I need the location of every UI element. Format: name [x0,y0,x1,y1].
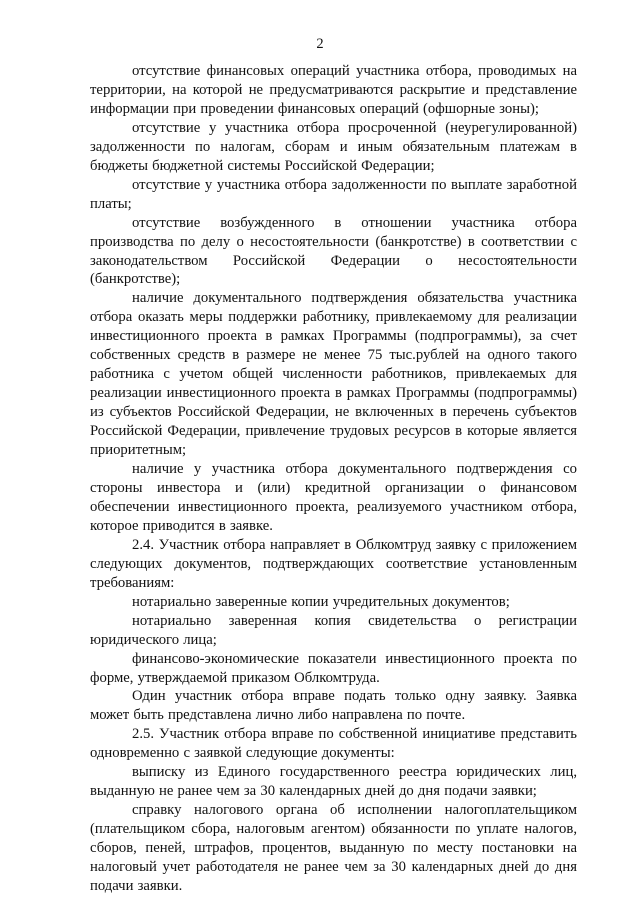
paragraph-register-extract: выписку из Единого государственного реестра юридических лиц, выданную не ранее чем за 30 календарных дней до дня подачи заявки; [90,764,577,800]
paragraph-bankruptcy: отсутствие возбужденного в отношении участника отбора производства по делу о несостоятельности (банкротстве) в соответствии с законодательством Российской Федерации о несостоятельности (банкротстве); [90,214,577,288]
paragraph-tax-certificate: справку налогового органа об исполнении налогоплательщиком (плательщиком сбора, налоговым агентом) обязанности по уплате налогов, сборов, пеней, штрафов, процентов, выданную по месту постановки на налоговый учет работодателя не ранее чем за 30 календарных дней до дня подачи заявки. [90,802,577,894]
paragraph-salary-debt: отсутствие у участника отбора задолженности по выплате заработной платы; [90,176,577,212]
paragraph-offshore: отсутствие финансовых операций участника отбора, проводимых на территории, на которой не предусматриваются раскрытие и представление информации при проведении финансовых операций (офшорные зоны); [90,63,577,117]
paragraph-registration-copy: нотариально заверенная копия свидетельства о регистрации юридического лица; [90,612,577,648]
page-number: 2 [316,36,324,52]
paragraph-financial-backing: наличие у участника отбора документального подтверждения со стороны инвестора и (или) кредитной организации о финансовом обеспечении инвестиционного проекта, реализуемого участником отбора, которое приводится в заявке. [90,461,577,534]
document-body [90,62,577,896]
paragraph-charter-copies: нотариально заверенные копии учредительных документов; [132,593,510,610]
paragraph-section-2-5: 2.5. Участник отбора вправе по собственной инициативе представить одновременно с заявкой следующие документы: [90,726,577,762]
paragraph-support-obligation: наличие документального подтверждения обязательства участника отбора оказать меры поддержки работнику, привлекаемому для реализации инвестиционного проекта в рамках Программы (подпрограммы), за счет собственных средств в размере не менее 75 тыс.рублей на одного такого работника с учетом общей численности работников, привлекаемых для реализации инвестиционного проекта в рамках Программы (подпрограммы) из субъектов Российской Федерации, не включенных в перечень субъектов Российской Федерации, привлечение трудовых ресурсов в которые является приоритетным; [90,290,577,459]
paragraph-section-2-4: 2.4. Участник отбора направляет в Облкомтруд заявку с приложением следующих документов, подтверждающих соответствие установленным требованиям: [90,536,577,591]
paragraph-tax-debt: отсутствие у участника отбора просроченной (неурегулированной) задолженности по налогам, сборам и иным обязательным платежам в бюджеты бюджетной системы Российской Федерации; [90,119,577,174]
paragraph-economic-indicators: финансово-экономические показатели инвестиционного проекта по форме, утверждаемой приказом Облкомтруда. [90,650,577,686]
paragraph-one-application: Один участник отбора вправе подать только одну заявку. Заявка может быть представлена лично либо направлена по почте. [90,688,577,724]
